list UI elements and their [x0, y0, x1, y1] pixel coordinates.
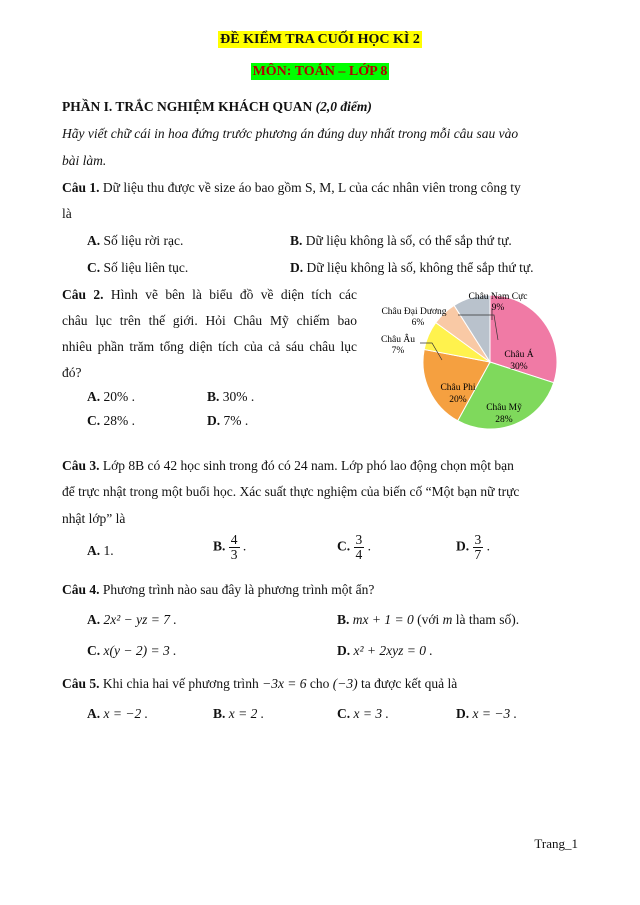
label-chau-a: Châu Á [504, 350, 534, 360]
q5-option-a: A. x = −2 . [87, 706, 148, 721]
q2-option-c: C. 28% . [87, 413, 135, 428]
q4-option-a: A. 2x² − yz = 7 . [87, 612, 177, 627]
q1-option-b: B. Dữ liệu không là số, có thể sắp thứ tự. [290, 233, 512, 248]
label-chau-my: Châu Mỹ [486, 403, 522, 413]
exam-subtitle: MÔN: TOÁN – LỚP 8 [252, 64, 388, 79]
value-chau-nam-cuc: 9% [491, 303, 505, 313]
q5-text: Câu 5. Khi chia hai vế phương trình −3x = 6 cho (−3) ta được kết quả là [62, 676, 458, 691]
q1-option-d: D. Dữ liệu không là số, không thể sắp thứ tự. [290, 260, 534, 275]
value-chau-au: 7% [391, 346, 405, 356]
label-chau-nam-cuc: Châu Nam Cực [468, 292, 528, 302]
fraction: $\frac{3}{7}$ [474, 532, 482, 562]
q1-text: Câu 1. Dữ liệu thu được về size áo bao gồm S, M, L của các nhân viên trong công ty [62, 180, 521, 195]
q3-line2: để trực nhật trong một buổi học. Xác suất thực nghiệm của biến cố “Một bạn nữ trực [62, 484, 520, 499]
q4-option-c: C. x(y − 2) = 3 . [87, 643, 177, 658]
instruction-line1: Hãy viết chữ cái in hoa đứng trước phương án đúng duy nhất trong mỗi câu sau vào [62, 126, 519, 141]
page-number: Trang_1 [534, 836, 578, 851]
label-chau-au: Châu Âu [380, 335, 416, 345]
label-chau-dai-duong: Châu Đại Dương [381, 307, 447, 317]
q2-line2: châu lục trên thế giới. Hỏi Châu Mỹ chiếm bao [62, 313, 357, 328]
q3-option-b: B. $\frac{4}{3}$ . [213, 532, 247, 562]
value-chau-phi: 20% [449, 395, 467, 405]
fraction: $\frac{4}{3}$ [230, 532, 238, 562]
q5-option-b: B. x = 2 . [213, 706, 265, 721]
q2-line4: đó? [62, 365, 82, 380]
value-chau-a: 30% [510, 362, 528, 372]
instruction-line2: bài làm. [62, 153, 107, 168]
q3-line3: nhật lớp” là [62, 511, 126, 526]
q2-option-b: B. 30% . [207, 389, 255, 404]
q2-line3: nhiêu phần trăm tổng diện tích của cả sáu châu lục [62, 339, 357, 354]
value-chau-my: 28% [495, 415, 513, 425]
value-chau-dai-duong: 6% [411, 318, 425, 328]
q2-option-d: D. 7% . [207, 413, 249, 428]
q3-option-c: C. $\frac{3}{4}$ . [337, 532, 371, 562]
q3-option-a: A. 1. [87, 543, 114, 558]
q2-line1: Câu 2. Hình vẽ bên là biểu đồ về diện tích các [62, 287, 357, 302]
label-chau-phi: Châu Phi [440, 383, 476, 393]
q5-option-c: C. x = 3 . [337, 706, 389, 721]
section-heading: PHẦN I. TRẮC NGHIỆM KHÁCH QUAN (2,0 điểm) [62, 99, 372, 114]
q4-option-b: B. mx + 1 = 0 (với m là tham số). [337, 612, 520, 627]
q3-line1: Câu 3. Lớp 8B có 42 học sinh trong đó có 24 nam. Lớp phó lao động chọn một bạn [62, 458, 514, 473]
q4-option-d: D. x² + 2xyz = 0 . [337, 643, 433, 658]
q2-option-a: A. 20% . [87, 389, 135, 404]
q4-text: Câu 4. Phương trình nào sau đây là phương trình một ẩn? [62, 582, 375, 597]
continent-area-pie-chart [362, 280, 584, 440]
q3-option-d: D. $\frac{3}{7}$ . [456, 532, 490, 562]
q1-option-a: A. Số liệu rời rạc. [87, 233, 184, 248]
fraction: $\frac{3}{4}$ [355, 532, 363, 562]
q1-text-line2: là [62, 206, 72, 221]
q1-option-c: C. Số liệu liên tục. [87, 260, 189, 275]
q5-option-d: D. x = −3 . [456, 706, 517, 721]
exam-title: ĐỀ KIỂM TRA CUỐI HỌC KÌ 2 [220, 32, 420, 47]
